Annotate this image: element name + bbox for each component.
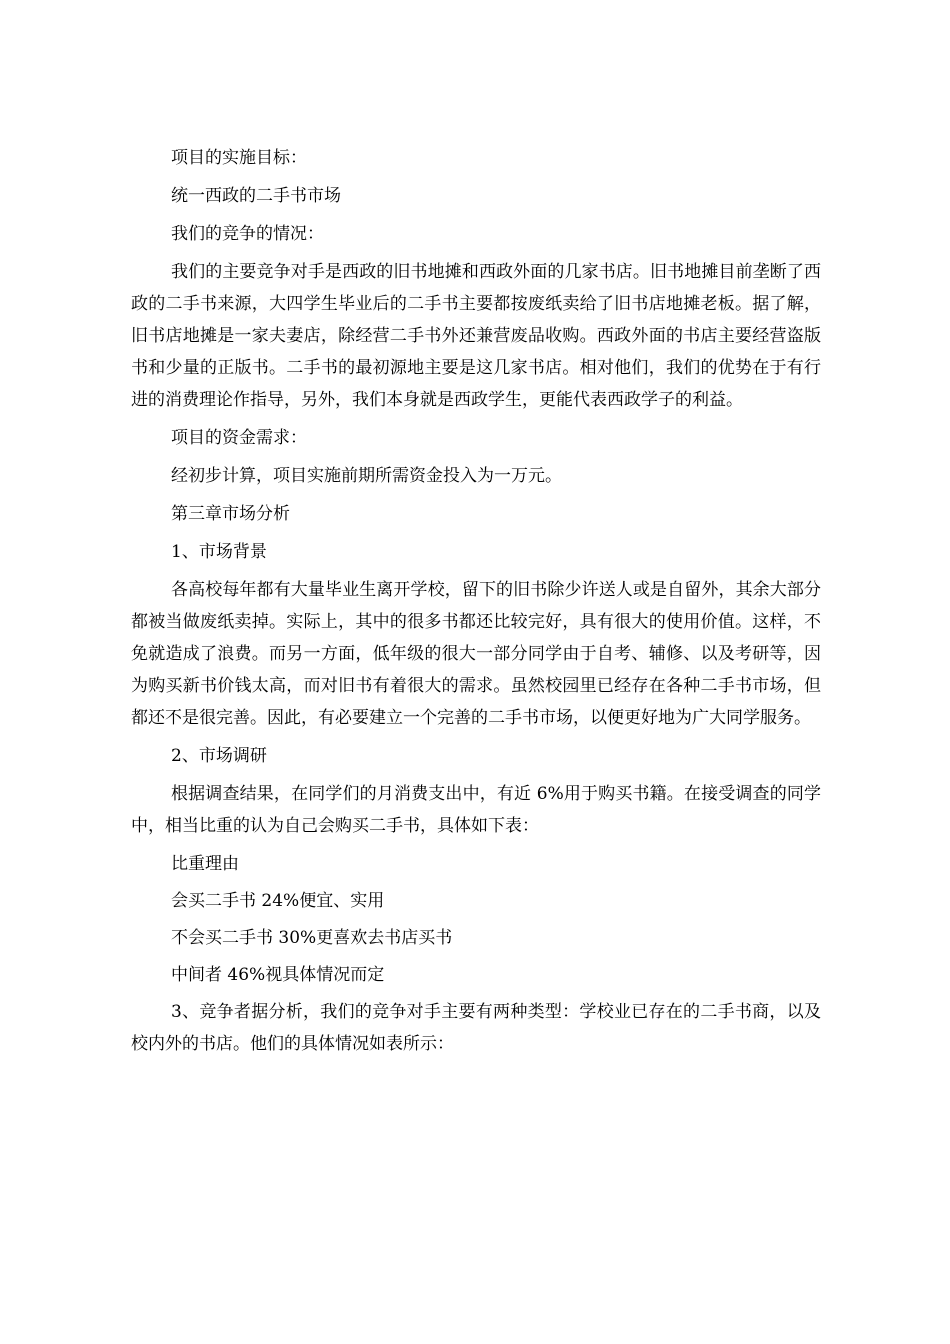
section-heading-market-research: 2、市场调研: [171, 746, 267, 766]
paragraph-implementation-goal: 统一西政的二手书市场: [171, 186, 341, 206]
paragraph-competition-heading: 我们的竞争的情况：: [171, 224, 324, 244]
paragraph-funding: 经初步计算，项目实施前期所需资金投入为一万元。: [171, 466, 562, 486]
survey-line-undecided: 中间者 46%视具体情况而定: [171, 965, 385, 985]
survey-line-header: 比重理由: [171, 854, 239, 874]
section-heading-market-background: 1、市场背景: [171, 542, 267, 562]
chapter-title-market-analysis: 第三章市场分析: [171, 504, 290, 524]
paragraph-competitor-analysis: 3、竞争者据分析，我们的竞争对手主要有两种类型：学校业已存在的二手书商，以及校内外的书店。他们的具体情况如表所示：: [131, 1002, 821, 1054]
paragraph-funding-heading: 项目的资金需求：: [171, 428, 307, 448]
paragraph-implementation-goal-heading: 项目的实施目标：: [171, 148, 307, 168]
paragraph-market-research: 根据调查结果，在同学们的月消费支出中，有近 6%用于购买书籍。在接受调查的同学中，相当比重的认为自己会购买二手书，具体如下表：: [131, 784, 821, 836]
survey-line-will-buy: 会买二手书 24%便宜、实用: [171, 891, 385, 911]
paragraph-market-background: 各高校每年都有大量毕业生离开学校，留下的旧书除少许送人或是自留外，其余大部分都被当做废纸卖掉。实际上，其中的很多书都还比较完好，具有很大的使用价值。这样，不免就造成了浪费。而另一方面，低年级的很大一部分同学由于自考、辅修、以及考研等，因为购买新书价钱太高，而对旧书有着很大的需求。虽然校园里已经存在各种二手书市场，但都还不是很完善。因此，有必要建立一个完善的二手书市场，以便更好地为广大同学服务。: [131, 580, 821, 728]
survey-line-will-not-buy: 不会买二手书 30%更喜欢去书店买书: [171, 928, 453, 948]
paragraph-competition: 我们的主要竞争对手是西政的旧书地摊和西政外面的几家书店。旧书地摊目前垄断了西政的二手书来源，大四学生毕业后的二手书主要都按废纸卖给了旧书店地摊老板。据了解，旧书店地摊是一家夫妻店，除经营二手书外还兼营废品收购。西政外面的书店主要经营盗版书和少量的正版书。二手书的最初源地主要是这几家书店。相对他们，我们的优势在于有行进的消费理论作指导，另外，我们本身就是西政学生，更能代表西政学子的利益。: [131, 262, 821, 410]
document-body: [131, 142, 821, 1066]
